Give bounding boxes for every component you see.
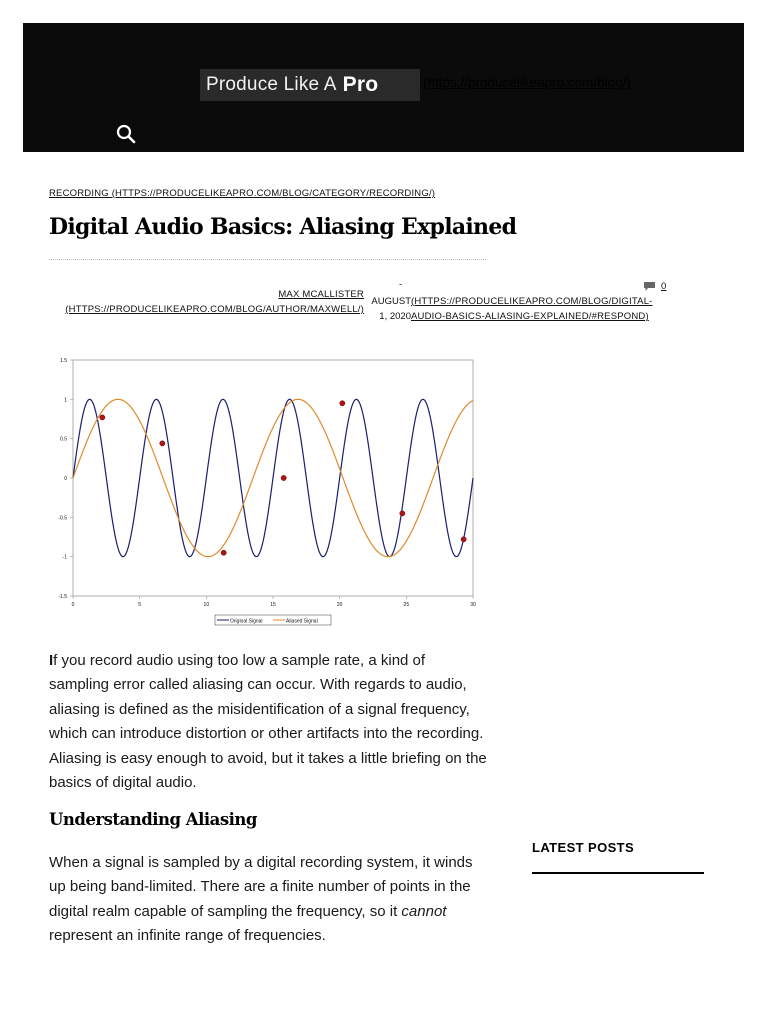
sample-point — [461, 537, 466, 542]
y-tick-label: -0.5 — [58, 515, 67, 522]
sample-point — [221, 550, 226, 555]
x-tick-label: 20 — [336, 602, 343, 608]
sidebar-rule — [532, 872, 704, 874]
site-header — [23, 23, 744, 152]
sidebar-heading: LATEST POSTS — [532, 840, 635, 855]
logo-pro-text: Pro — [342, 73, 379, 96]
x-tick-label: 30 — [470, 602, 476, 608]
para2-text-a: When a signal is sampled by a digital recording system, it winds up being band-limited. There are a finite number of points in the digital realm capable of sampling the frequency, so it — [49, 854, 473, 920]
sample-point — [281, 475, 286, 480]
x-tick-label: 25 — [403, 602, 410, 608]
legend-label-aliased: Aliased Signal — [286, 618, 318, 625]
sample-point — [100, 415, 105, 420]
comment-count: 0 — [661, 281, 667, 292]
logo-link[interactable]: (https://producelikeapro.com/blog/) — [423, 75, 631, 90]
body-paragraph — [49, 851, 489, 949]
search-icon[interactable] — [116, 124, 136, 144]
section-heading: Understanding Aliasing — [49, 810, 257, 829]
y-tick-label: -1.5 — [58, 594, 67, 600]
x-tick-label: 0 — [71, 602, 75, 608]
intro-paragraph — [49, 649, 489, 795]
y-tick-label: 1.5 — [60, 358, 67, 364]
post-permalink[interactable]: (HTTPS://PRODUCELIKEAPRO.COM/BLOG/DIGITAL-AUDIO-BASICS-ALIASING-EXPLAINED/#RESPOND) — [411, 296, 653, 322]
para2-text-b: represent an infinite range of frequencies. — [49, 927, 326, 945]
sample-point — [160, 441, 165, 446]
y-tick-label: 0.5 — [60, 436, 67, 443]
chart-legend — [215, 615, 331, 625]
aliasing-chart — [49, 353, 481, 630]
sample-point — [340, 401, 345, 406]
author-link[interactable]: MAX MCALLISTER (HTTPS://PRODUCELIKEAPRO.COM/BLOG/AUTHOR/MAXWELL/) — [65, 289, 364, 315]
meta-separator: - — [399, 279, 403, 290]
category-link[interactable]: RECORDING (HTTPS://PRODUCELIKEAPRO.COM/BLOG/CATEGORY/RECORDING/) — [49, 188, 436, 199]
drop-letter: I — [49, 652, 54, 669]
x-tick-label: 10 — [203, 602, 210, 608]
x-tick-label: 5 — [138, 602, 142, 608]
y-tick-label: 0 — [64, 476, 67, 482]
title-divider — [49, 259, 486, 260]
comment-icon — [644, 282, 655, 291]
site-logo[interactable] — [200, 69, 420, 101]
x-tick-label: 15 — [270, 602, 276, 608]
sample-point — [400, 511, 405, 516]
logo-text: Produce Like A — [206, 74, 337, 95]
para2-emphasis: cannot — [401, 902, 447, 920]
y-tick-label: 1 — [64, 397, 67, 404]
y-tick-label: -1 — [62, 554, 67, 561]
comment-count-link[interactable] — [644, 281, 666, 292]
legend-label-original: Original Signal — [230, 618, 263, 625]
post-date: AUGUST 1, 2020 — [371, 296, 411, 322]
page-title: Digital Audio Basics: Aliasing Explained — [49, 214, 517, 240]
intro-text: f you record audio using too low a sample rate, a kind of sampling error called aliasing can occur. With regards to audio, aliasing is defined as the misidentification of a signal frequency, which can introduce distortion or other artifacts into the recording. Aliasing is easy enough to avoid, but it takes a little briefing on the basics of digital audio. — [49, 652, 487, 792]
